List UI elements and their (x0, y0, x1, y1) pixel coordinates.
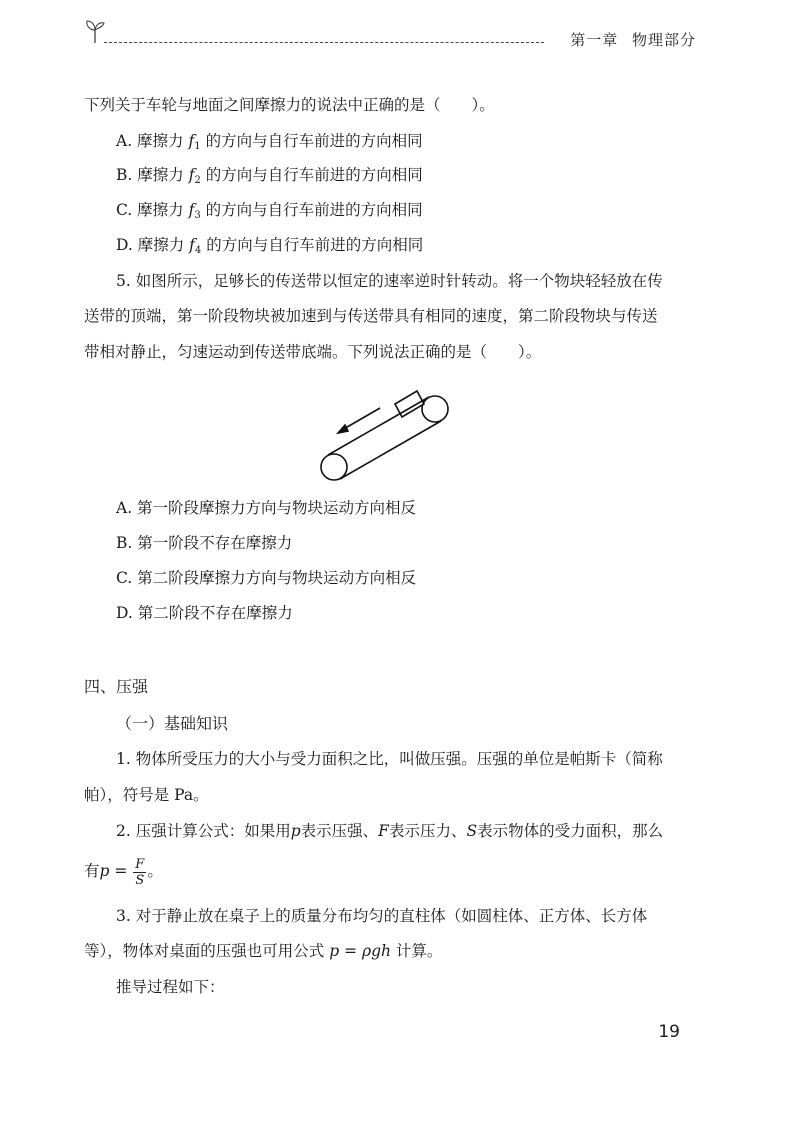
q5-stem-line-3: 带相对静止，匀速运动到传送带底端。下列说法正确的是（ ）。 (84, 343, 542, 361)
q4-option-d (116, 234, 423, 262)
option-text: 的方向与自行车前进的方向相同 (205, 132, 423, 150)
p2-line-2 (84, 854, 163, 888)
section-subtitle: （一）基础知识 (116, 714, 229, 733)
p2-text-d: 表示物体的受力面积，那么 (477, 822, 664, 840)
p4-line: 推导过程如下： (116, 978, 225, 996)
p1-line-2: 帕），符号是 Pa。 (84, 786, 209, 804)
q4-stem-text: 下列关于车轮与地面之间摩擦力的说法中正确的是 (84, 96, 426, 114)
top-roller (422, 396, 448, 422)
block (395, 391, 424, 417)
option-label: A. 摩擦力 (116, 132, 184, 150)
formula-lhs: p = (99, 862, 128, 880)
running-header (570, 29, 696, 50)
section-title: 四、压强 (84, 677, 149, 696)
p2-text-c: 表示压力、 (388, 822, 467, 840)
p2-period: 。 (147, 862, 163, 880)
p2-line-1 (116, 820, 663, 842)
p3-line-2 (84, 940, 442, 962)
q4-stem-paren: （ ）。 (425, 96, 495, 114)
q4-option-a (116, 130, 423, 158)
option-label: D. 摩擦力 (116, 236, 185, 254)
sprout-logo-icon (84, 18, 106, 48)
option-sub: 3 (194, 210, 201, 221)
p2-var-S: S (466, 822, 478, 840)
bottom-roller (321, 454, 347, 480)
q5-option-a: A. 第一阶段摩擦力方向与物块运动方向相反 (116, 499, 417, 517)
conveyor-belt-figure (300, 380, 470, 494)
option-sub: 1 (194, 141, 201, 152)
fraction-numerator: F (135, 856, 145, 872)
option-var: f (189, 236, 195, 254)
q5-option-d: D. 第二阶段不存在摩擦力 (116, 604, 293, 622)
option-label: C. 摩擦力 (116, 201, 184, 219)
p3-line-1: 3. 对于静止放在桌子上的质量分布均匀的直柱体（如圆柱体、正方体、长方体 (116, 907, 648, 925)
p3-text-b: 计算。 (395, 942, 443, 960)
p3-text-a: 等），物体对桌面的压强也可用公式 (84, 942, 325, 960)
option-text: 的方向与自行车前进的方向相同 (205, 166, 423, 184)
q4-stem (84, 94, 495, 116)
q5-stem-line-2: 送带的顶端，第一阶段物块被加速到与传送带具有相同的速度，第二阶段物块与传送 (84, 307, 658, 325)
header-rule (104, 42, 544, 43)
p1-line-1: 1. 物体所受压力的大小与受力面积之比，叫做压强。压强的单位是帕斯卡（简称 (116, 750, 663, 768)
p2-var-F: F (378, 822, 389, 840)
fraction-denominator: S (135, 872, 145, 888)
option-text: 的方向与自行车前进的方向相同 (206, 236, 424, 254)
option-text: 的方向与自行车前进的方向相同 (205, 201, 423, 219)
arrow-head (338, 425, 348, 433)
q5-option-c: C. 第二阶段摩擦力方向与物块运动方向相反 (116, 569, 417, 587)
option-label: B. 摩擦力 (116, 166, 184, 184)
option-sub: 2 (194, 175, 201, 186)
option-var: f (188, 166, 195, 184)
page-number: 19 (658, 1022, 680, 1042)
option-var: f (188, 132, 195, 150)
p2-text-b: 表示压强、 (300, 822, 379, 840)
option-sub: 4 (194, 245, 202, 256)
q4-option-b (116, 164, 423, 192)
q5-option-b: B. 第一阶段不存在摩擦力 (116, 534, 293, 552)
header-chapter: 第一章 (570, 31, 619, 49)
header-section: 物理部分 (631, 31, 696, 49)
q5-stem-line-1: 5. 如图所示，足够长的传送带以恒定的速率逆时针转动。将一个物块轻轻放在传 (116, 272, 663, 290)
belt-bottom-edge (340, 421, 441, 479)
p2-var-p: p (290, 822, 301, 840)
option-var: f (188, 201, 195, 219)
p3-formula: p = ρgh (329, 942, 391, 960)
p2-text-have: 有 (84, 862, 100, 880)
p2-text-a: 2. 压强计算公式：如果用 (116, 822, 291, 840)
q4-option-c (116, 199, 423, 227)
pressure-fraction (133, 857, 146, 888)
motion-arrow (342, 408, 380, 430)
